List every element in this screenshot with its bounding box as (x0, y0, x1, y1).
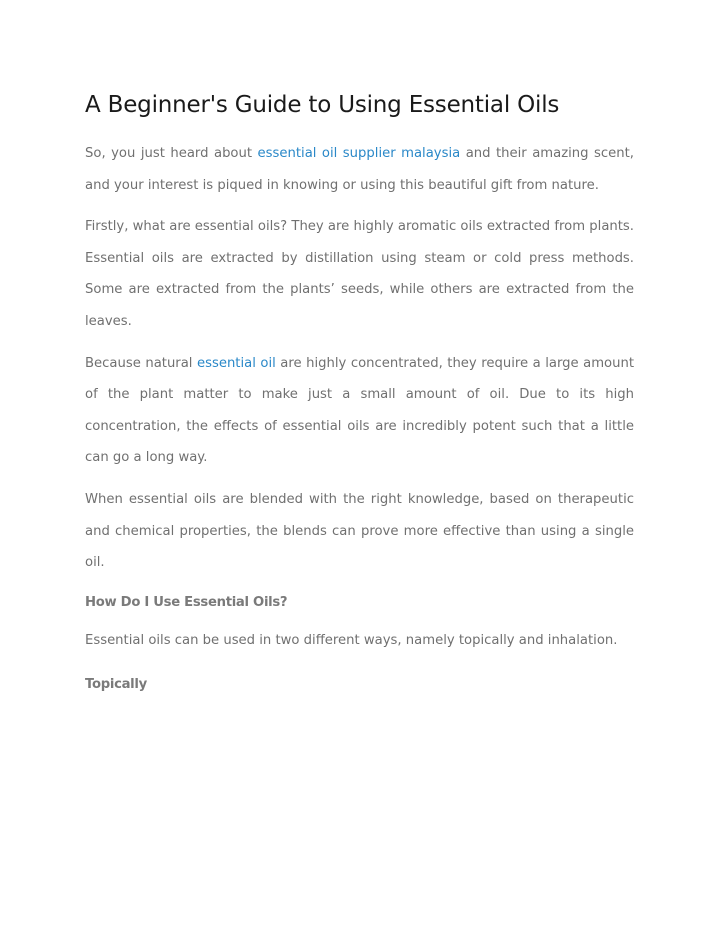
intro-text-end: and their amazing scent, and your interest is piqued in knowing or using this beautiful gift from nature. (85, 146, 634, 193)
concentration-text-start: Because natural (85, 355, 197, 371)
definition-paragraph: Firstly, what are essential oils? They are highly aromatic oils extracted from plants. Essential oils are extracted by distillation using steam or cold press methods. Some are extracted from the plants’ seeds, while others are extracted from the leaves. (85, 219, 634, 329)
usage-paragraph: Essential oils can be used in two different ways, namely topically and inhalation. (85, 632, 618, 648)
document-page (85, 88, 634, 695)
section-heading-usage: How Do I Use Essential Oils? (85, 594, 288, 610)
concentration-text-end: are highly concentrated, they require a large amount of the plant matter to make just a small amount of oil. Due to its high concentration, the effects of essential oils are incredibly potent such that a little can go a long way. (85, 355, 634, 466)
section-heading-topically: Topically (85, 677, 147, 693)
intro-text-start: So, you just heard about (85, 146, 258, 161)
concentration-paragraph (85, 348, 634, 474)
essential-oil-supplier-link[interactable]: essential oil supplier malaysia (257, 146, 461, 161)
intro-paragraph (85, 138, 634, 201)
page-title: A Beginner's Guide to Using Essential Oils (85, 92, 560, 118)
essential-oil-link[interactable]: essential oil (196, 355, 276, 371)
blending-paragraph: When essential oils are blended with the right knowledge, based on therapeutic and chemical properties, the blends can prove more effective than using a single oil. (85, 491, 634, 571)
